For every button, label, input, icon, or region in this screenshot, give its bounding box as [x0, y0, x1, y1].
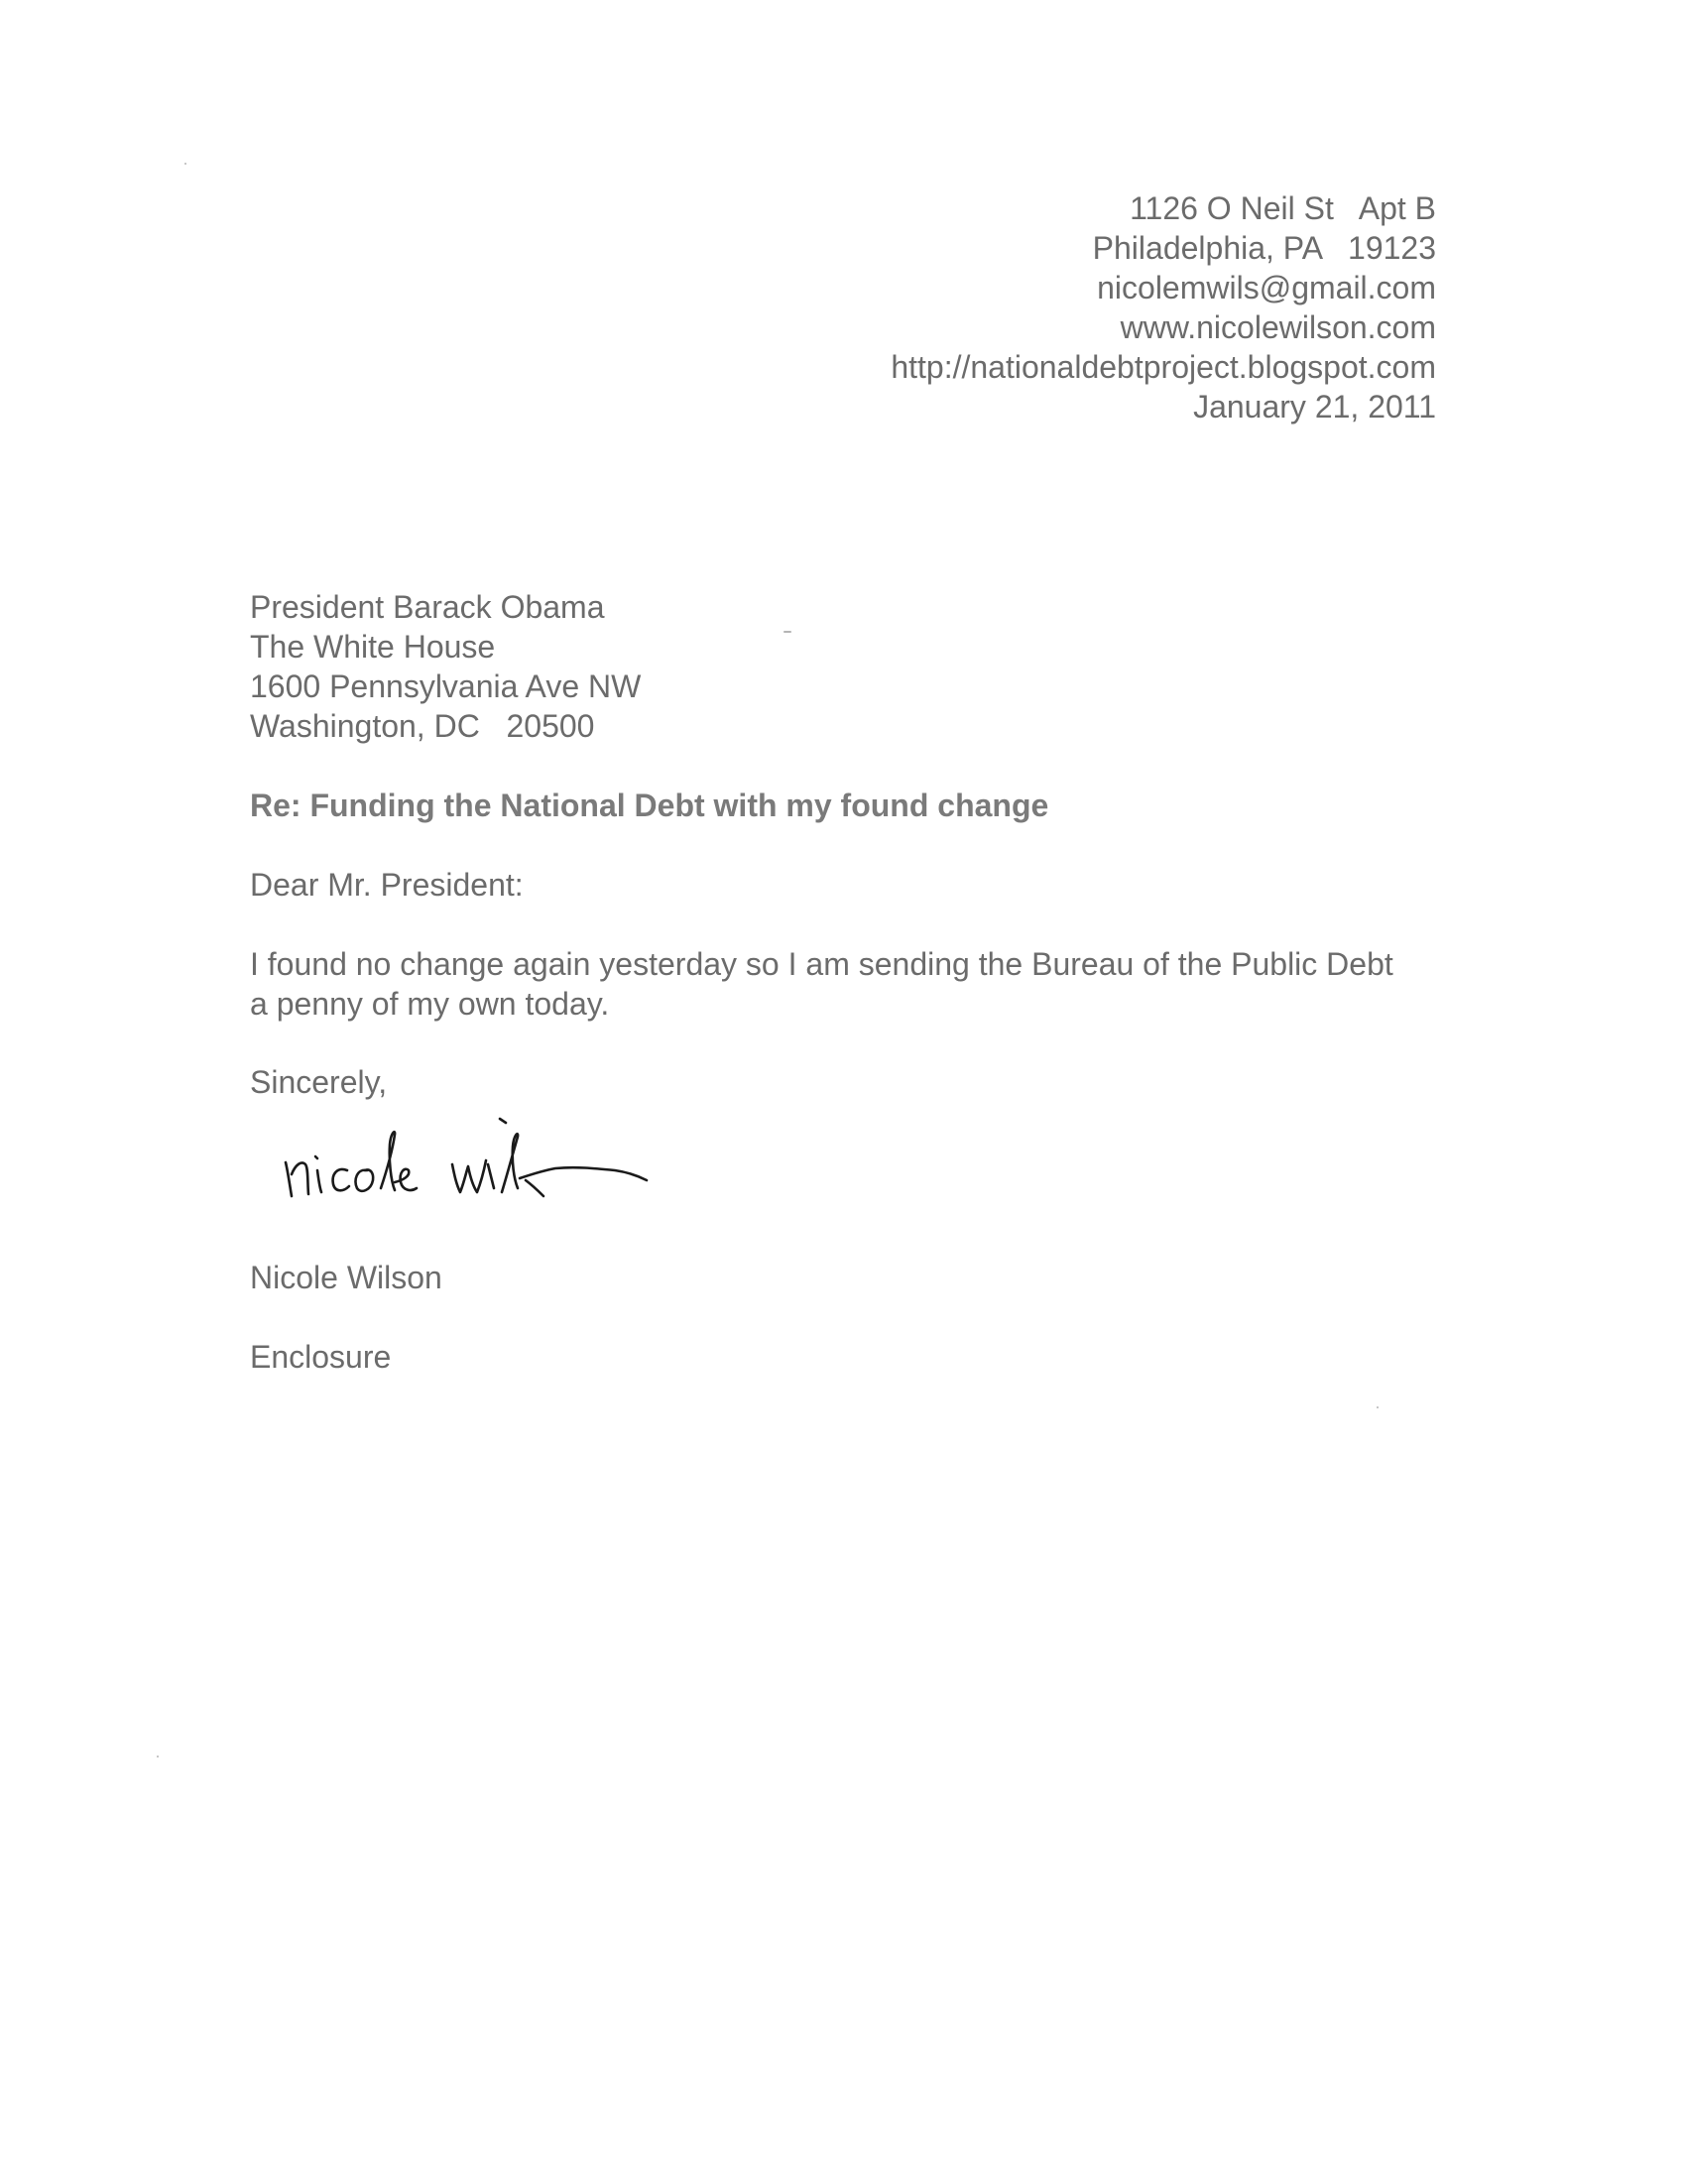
subject-line: Re: Funding the National Debt with my found change	[250, 788, 1049, 823]
recipient-street: 1600 Pennsylvania Ave NW	[250, 668, 642, 704]
sender-email: nicolemwils@gmail.com	[1097, 270, 1436, 305]
salutation: Dear Mr. President:	[250, 867, 524, 903]
closing: Sincerely,	[250, 1064, 388, 1100]
recipient-block	[250, 587, 641, 746]
letter-date: January 21, 2011	[1193, 389, 1436, 425]
signer-name: Nicole Wilson	[250, 1260, 442, 1295]
recipient-name: President Barack Obama	[250, 589, 605, 625]
scan-speck	[184, 163, 186, 165]
sender-block	[891, 188, 1436, 426]
recipient-organization: The White House	[250, 629, 496, 665]
sender-address-line1: 1126 O Neil St Apt B	[1130, 190, 1436, 226]
recipient-city-state-zip: Washington, DC 20500	[250, 708, 595, 744]
scan-speck	[783, 631, 791, 633]
letter-body	[250, 944, 1440, 1024]
body-line-2: a penny of my own today.	[250, 986, 610, 1022]
body-line-1: I found no change again yesterday so I am sending the Bureau of the Public Debt	[250, 946, 1393, 982]
sender-address-line2: Philadelphia, PA 19123	[1092, 230, 1436, 266]
handwritten-signature	[278, 1101, 714, 1220]
enclosure-note: Enclosure	[250, 1339, 392, 1375]
scan-speck	[1377, 1406, 1379, 1408]
sender-blog: http://nationaldebtproject.blogspot.com	[891, 349, 1436, 385]
scan-speck	[157, 1756, 159, 1758]
sender-website: www.nicolewilson.com	[1120, 309, 1436, 345]
